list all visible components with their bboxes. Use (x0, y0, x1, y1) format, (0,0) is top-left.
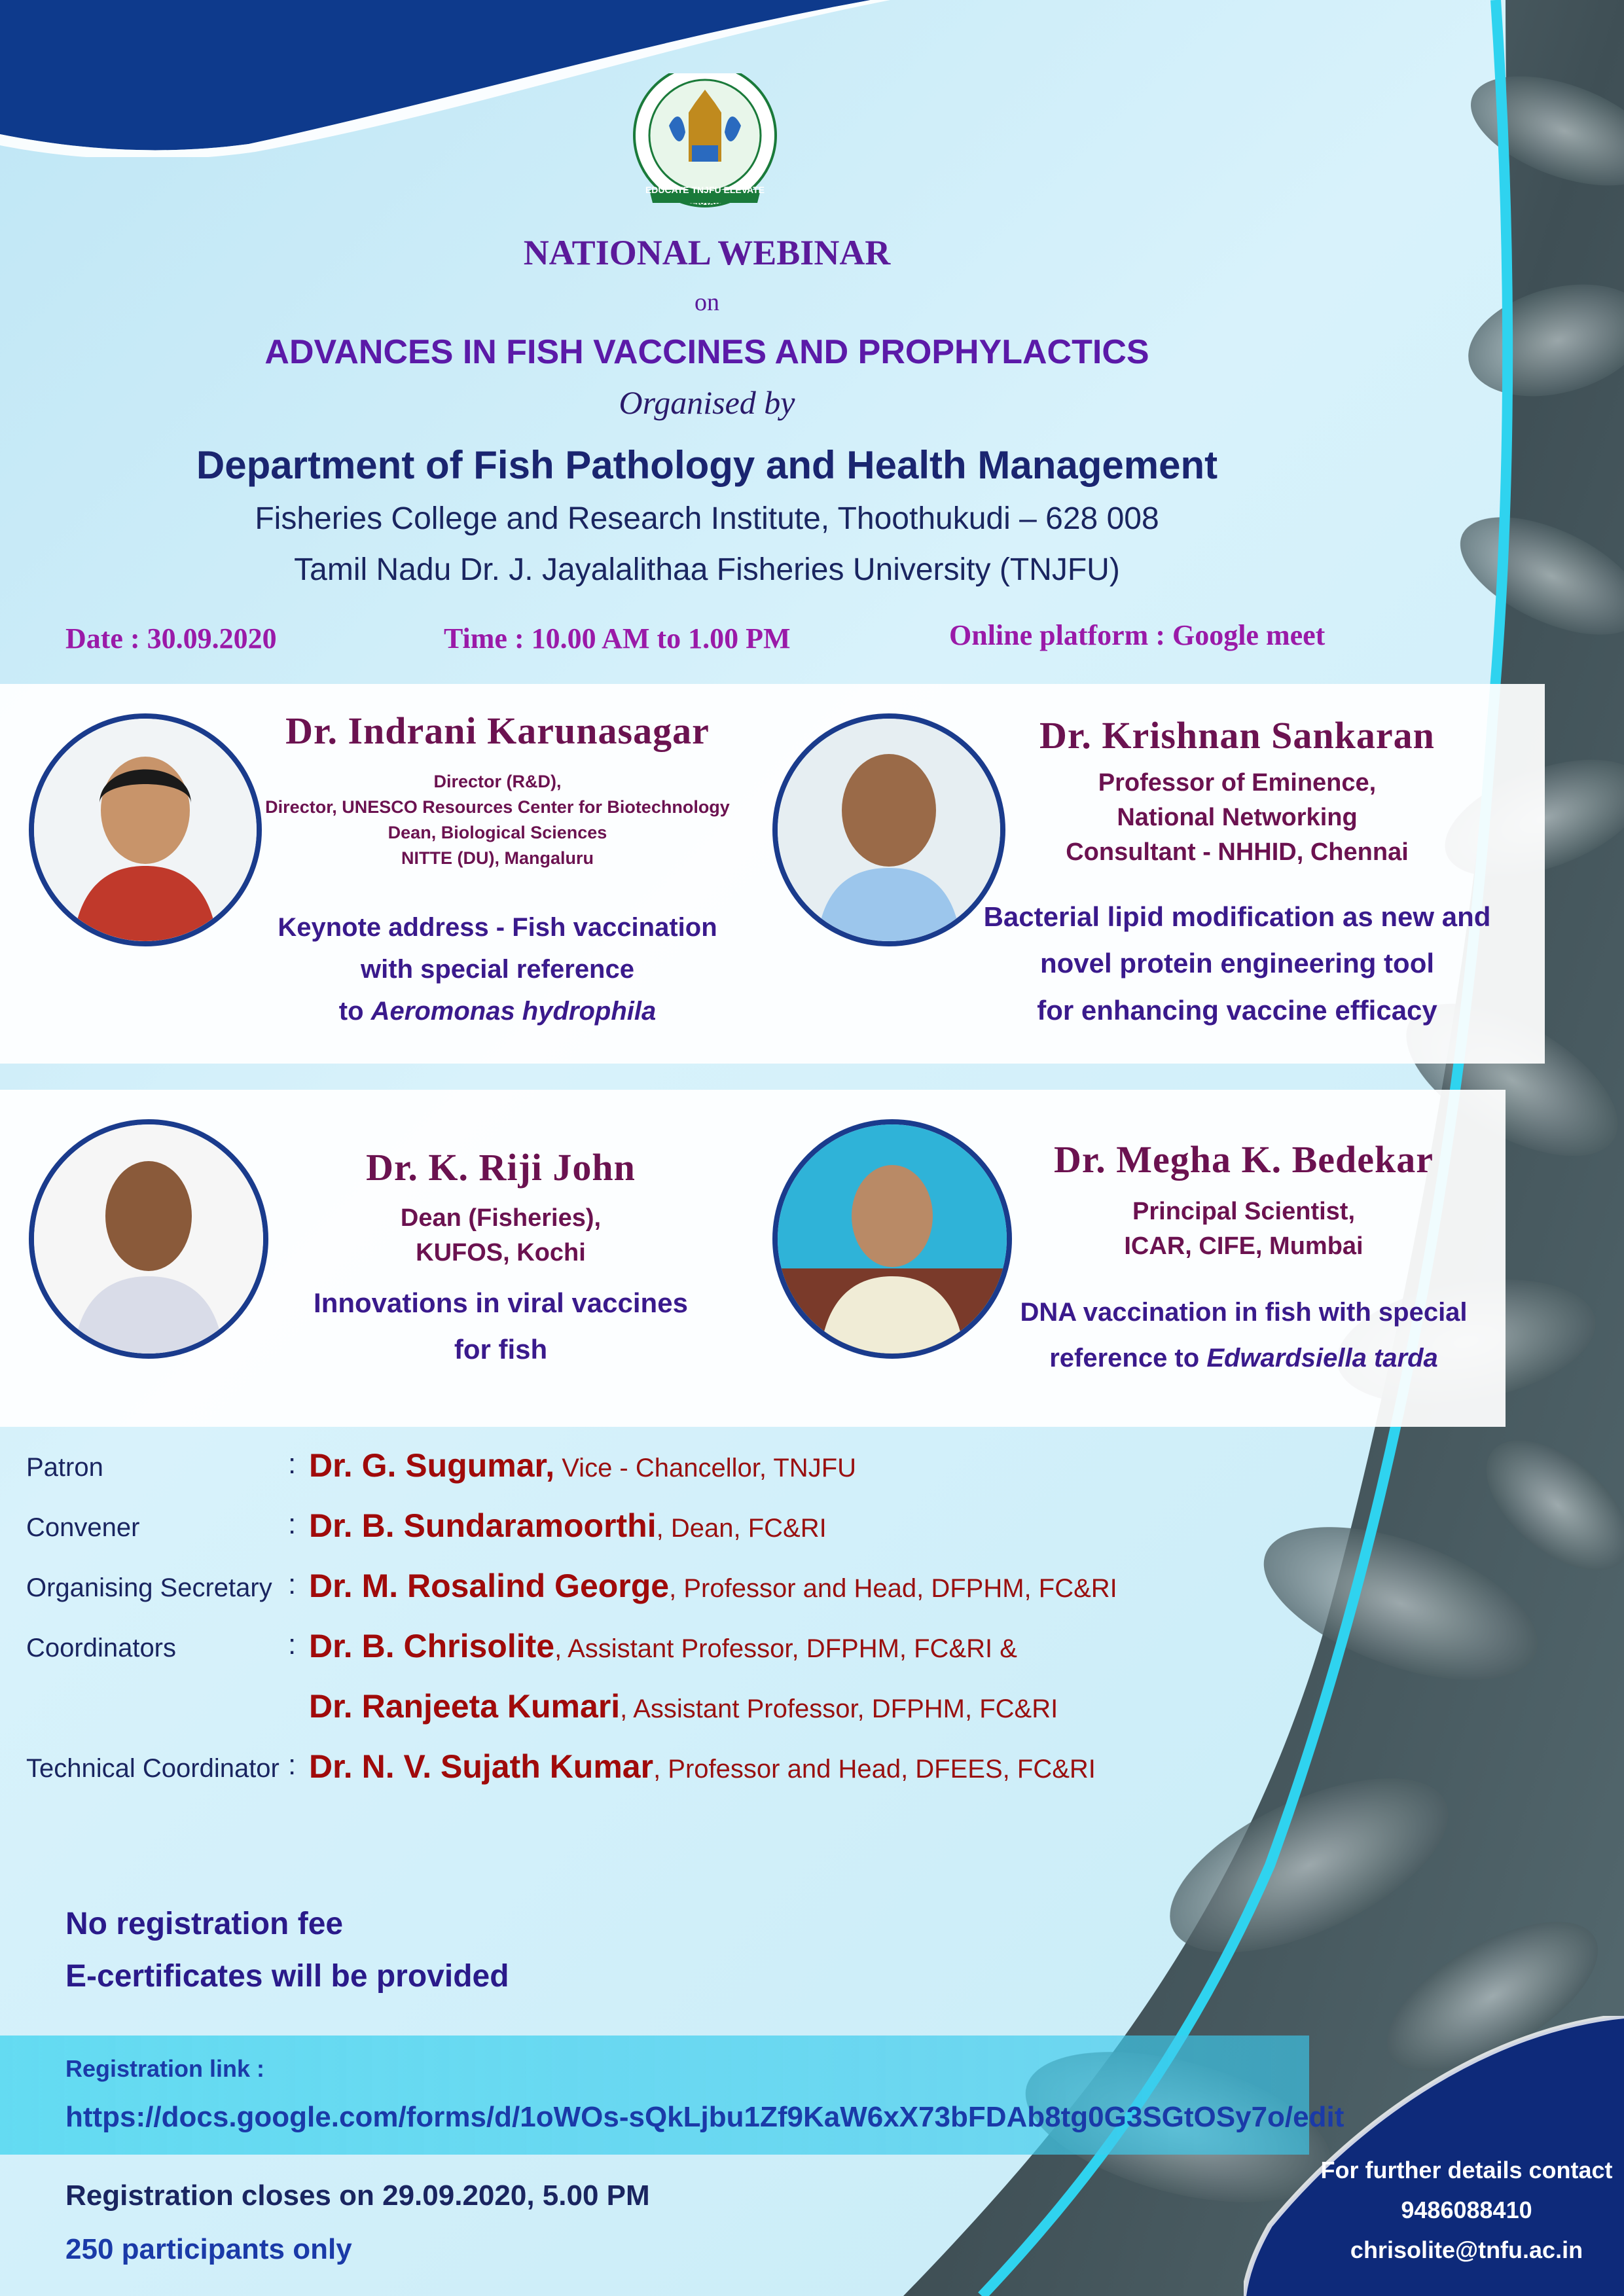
speaker-photo-megha (772, 1119, 1012, 1359)
organiser-patron (309, 1446, 856, 1484)
organiser-coordinator-1 (309, 1627, 1017, 1665)
organiser-name: Dr. M. Rosalind George (309, 1568, 670, 1604)
participants-limit: 250 participants only (65, 2233, 352, 2265)
person-avatar-icon (34, 1124, 263, 1354)
organiser-label: Technical Coordinator (26, 1754, 280, 1783)
organiser-desc: , Dean, FC&RI (656, 1514, 827, 1543)
topic-line: for enhancing vaccine efficacy (1037, 994, 1437, 1026)
speaker-topic-megha (982, 1289, 1506, 1381)
contact-phone[interactable]: 9486088410 (1401, 2197, 1532, 2224)
topic-line: with special reference (361, 955, 634, 984)
organiser-colon: : (288, 1448, 297, 1480)
topic-line: novel protein engineering tool (1039, 948, 1435, 979)
organised-by: Organised by (619, 384, 795, 421)
speaker-roles-indrani (249, 769, 746, 872)
role-line: Principal Scientist, (1132, 1198, 1355, 1225)
organiser-colon: : (288, 1749, 297, 1781)
webinar-topic: ADVANCES IN FISH VACCINES AND PROPHYLACTICS (264, 333, 1149, 371)
organiser-label: Convener (26, 1513, 140, 1542)
no-fee-note: No registration fee (65, 1907, 344, 1941)
role-line: ICAR, CIFE, Mumbai (1124, 1232, 1363, 1261)
organiser-name: Dr. B. Sundaramoorthi (309, 1507, 657, 1544)
organiser-name: Dr. Ranjeeta Kumari (309, 1688, 621, 1725)
person-avatar-icon (778, 1124, 1007, 1354)
role-line: National Networking (1117, 804, 1358, 832)
topic-line: Innovations in viral vaccines (314, 1287, 688, 1318)
role-line: Consultant - NHHID, Chennai (1066, 838, 1409, 867)
topic-line: Bacterial lipid modification as new and (983, 901, 1491, 932)
person-avatar-icon (778, 719, 1000, 941)
organiser-colon: : (288, 1508, 297, 1540)
topic-text: reference to (1049, 1344, 1207, 1372)
speaker-name-megha: Dr. Megha K. Bedekar (1053, 1138, 1434, 1181)
organiser-label: Coordinators (26, 1634, 177, 1662)
logo-text-educate: EDUCATE (645, 185, 689, 195)
role-line: Director (R&D), (433, 772, 562, 791)
organiser-desc: , Assistant Professor, DFPHM, FC&RI & (554, 1634, 1017, 1663)
organiser-name: Dr. N. V. Sujath Kumar (309, 1748, 654, 1785)
on-text: on (695, 289, 719, 316)
organiser-desc: , Professor and Head, DFPHM, FC&RI (669, 1574, 1117, 1603)
organiser-convener (309, 1507, 827, 1545)
speaker-roles-megha (995, 1194, 1492, 1264)
logo-text-elevate: ELEVATE (723, 185, 765, 195)
registration-band (0, 2036, 1309, 2155)
role-line: Dean, Biological Sciences (388, 823, 607, 843)
university-logo (630, 73, 780, 211)
organiser-colon: : (288, 1628, 297, 1660)
topic-line (982, 1335, 1506, 1381)
organiser-secretary (309, 1567, 1117, 1605)
role-line: Dean (Fisheries), (400, 1204, 602, 1232)
contact-email[interactable]: chrisolite@tnfu.ac.in (1350, 2236, 1583, 2264)
speaker-roles-krishnan (1001, 766, 1473, 870)
event-platform: Online platform : Google meet (949, 619, 1326, 651)
speaker-photo-riji (29, 1119, 268, 1359)
speaker-name-riji: Dr. K. Riji John (366, 1146, 636, 1189)
logo-text-tnjfu: TNJFU (691, 185, 721, 195)
speaker-topic-riji (262, 1280, 740, 1373)
topic-line: DNA vaccination in fish with special (1020, 1298, 1468, 1327)
topic-species: Edwardsiella tarda (1206, 1344, 1438, 1372)
college-name: Fisheries College and Research Institute, Thoothukudi – 628 008 (255, 501, 1159, 536)
certificate-note: E-certificates will be provided (65, 1959, 509, 1994)
topic-line (249, 990, 746, 1032)
speaker-name-krishnan: Dr. Krishnan Sankaran (1039, 714, 1435, 757)
event-time: Time : 10.00 AM to 1.00 PM (444, 622, 791, 655)
university-name: Tamil Nadu Dr. J. Jayalalithaa Fisheries University (TNJFU) (294, 552, 1120, 587)
registration-label: Registration link : (65, 2055, 265, 2082)
speaker-photo-krishnan (772, 713, 1005, 946)
topic-line: Keynote address - Fish vaccination (278, 913, 717, 942)
organiser-label: Organising Secretary (26, 1573, 272, 1602)
role-line: Director, UNESCO Resources Center for Biotechnology (265, 797, 730, 817)
organiser-desc: Vice - Chancellor, TNJFU (554, 1454, 857, 1482)
topic-text: to (338, 997, 371, 1026)
organiser-name: Dr. B. Chrisolite (309, 1628, 555, 1664)
organiser-desc: , Assistant Professor, DFPHM, FC&RI (620, 1695, 1058, 1723)
role-line: NITTE (DU), Mangaluru (401, 848, 594, 869)
organiser-coordinator-2 (309, 1687, 1058, 1725)
speaker-topic-krishnan (982, 893, 1492, 1033)
person-avatar-icon (34, 719, 257, 941)
logo-text-innovate: INNOVATE (687, 199, 723, 207)
role-line: KUFOS, Kochi (416, 1239, 586, 1267)
contact-block (1309, 2150, 1624, 2270)
event-date: Date : 30.09.2020 (65, 622, 277, 655)
topic-species: Aeromonas hydrophila (370, 997, 657, 1026)
topic-line: for fish (454, 1334, 548, 1365)
department-name: Department of Fish Pathology and Health Management (196, 443, 1218, 487)
speaker-photo-indrani (29, 713, 262, 946)
speaker-topic-indrani (249, 906, 746, 1032)
organiser-technical-coordinator (309, 1748, 1096, 1785)
webinar-title: NATIONAL WEBINAR (523, 233, 891, 272)
organiser-desc: , Professor and Head, DFEES, FC&RI (653, 1755, 1096, 1784)
organiser-name: Dr. G. Sugumar, (309, 1447, 555, 1484)
organiser-colon: : (288, 1568, 297, 1600)
speaker-roles-riji (275, 1201, 727, 1270)
role-line: Professor of Eminence, (1098, 769, 1377, 797)
registration-deadline: Registration closes on 29.09.2020, 5.00 PM (65, 2179, 650, 2212)
contact-heading: For further details contact (1320, 2157, 1613, 2183)
speaker-name-indrani: Dr. Indrani Karunasagar (285, 709, 710, 752)
organiser-label: Patron (26, 1453, 103, 1482)
registration-link[interactable]: https://docs.google.com/forms/d/1oWOs-sQkLjbu1Zf9KaW6xX73bFDAb8tg0G3SGtOSy7o/edit (65, 2101, 1344, 2133)
